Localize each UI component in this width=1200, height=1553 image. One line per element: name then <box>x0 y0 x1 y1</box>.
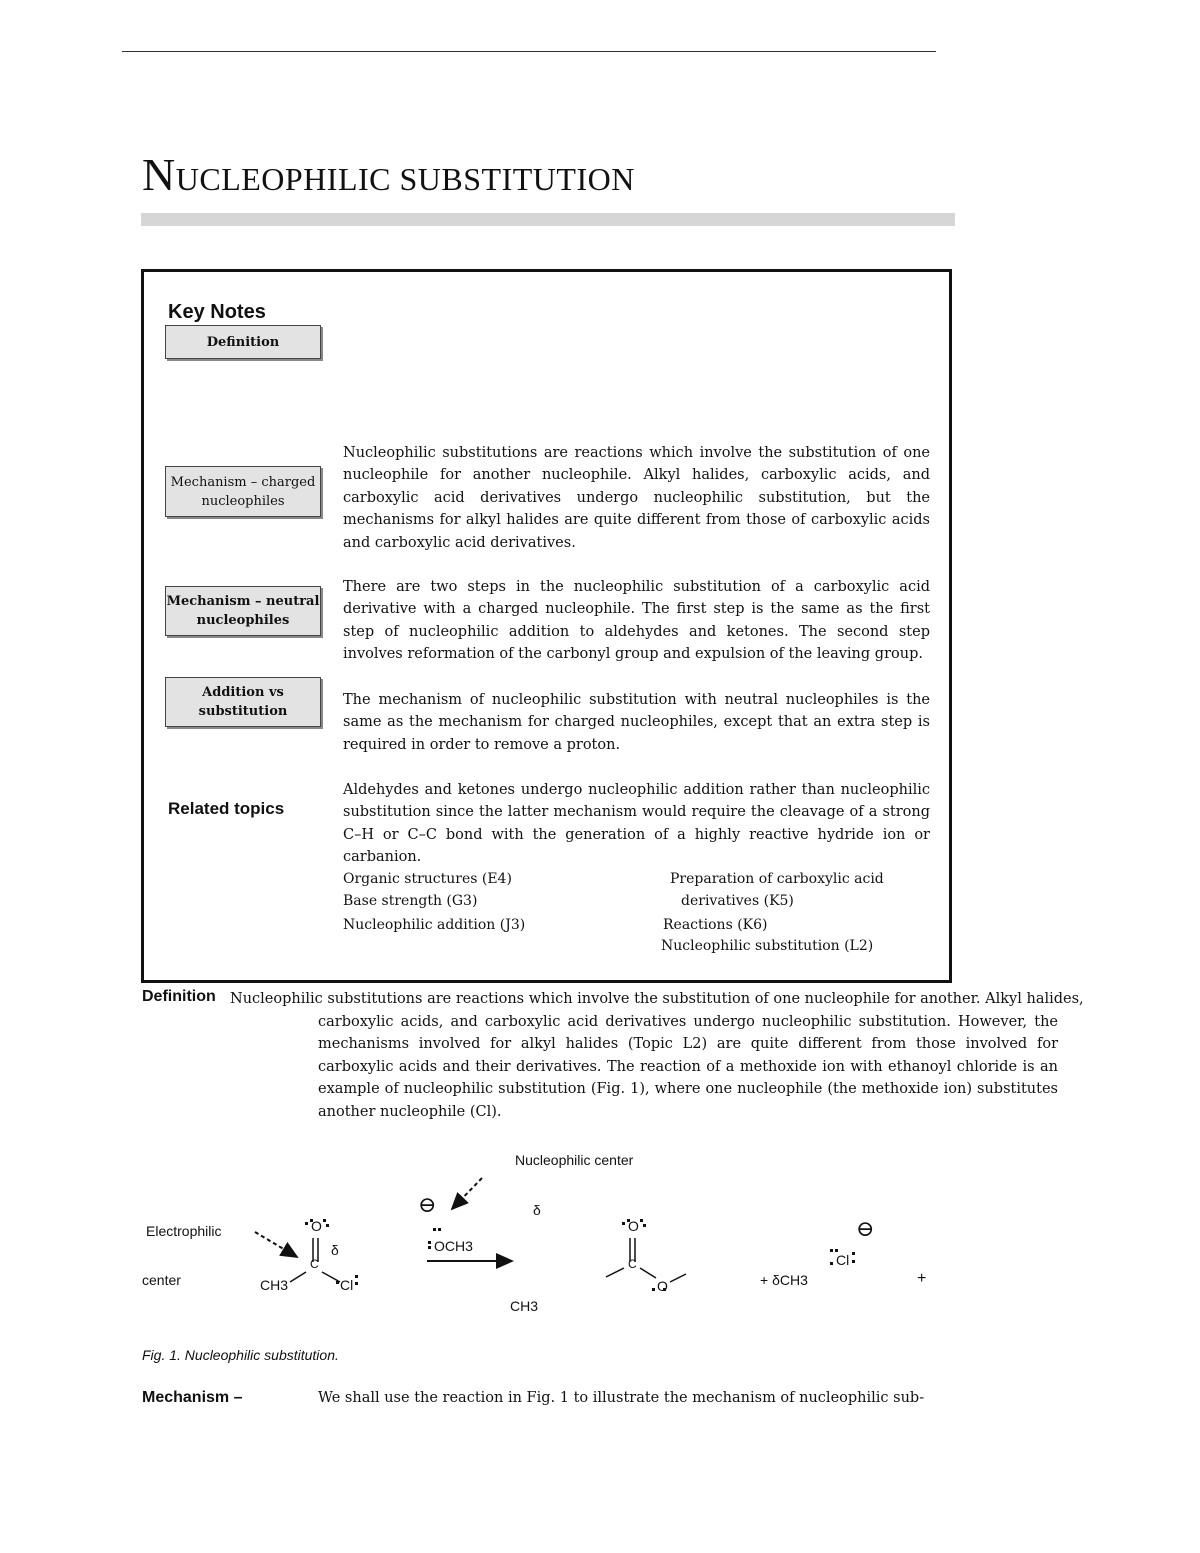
nucleophilic-center-label: Nucleophilic center <box>515 1152 634 1168</box>
title-rest: UCLEOPHILIC SUBSTITUTION <box>175 161 635 197</box>
related-topic-link[interactable]: Base strength (G3) <box>343 893 478 909</box>
keynote-neutral-text: The mechanism of nucleophilic substitution with neutral nucleophiles is the same as the mechanism for charged nucleophiles, except that an extra step is required in order to remove a proton. <box>343 692 930 753</box>
carbonyl-oxygen: O <box>628 1218 639 1234</box>
bond <box>322 1272 340 1282</box>
key-notes-heading: Key Notes <box>168 301 266 323</box>
bond <box>640 1268 656 1278</box>
methoxide-label: OCH3 <box>434 1238 473 1254</box>
methyl-group: CH3 <box>260 1277 289 1293</box>
top-rule <box>122 51 936 52</box>
related-topic-link[interactable]: derivatives (K5) <box>681 893 794 909</box>
carbon-atom: C <box>628 1257 637 1271</box>
related-topic-link[interactable]: Preparation of carboxylic acid <box>670 871 884 887</box>
carbon-atom: C <box>310 1257 319 1271</box>
plus-methyl-label: + δCH3 <box>760 1272 808 1288</box>
title-first-letter: N <box>142 149 176 200</box>
center-label: center <box>142 1272 181 1288</box>
keynote-charged-text: There are two steps in the nucleophilic substitution of a carboxylic acid derivative with a charged nucleophile. The first step is the same as the first step of nucleophilic addition to aldehydes and ketones. The second step involves reformation of the carbonyl group and expulsion of the leaving group. <box>343 579 930 663</box>
definition-heading: Definition <box>142 988 216 1005</box>
related-topic-link[interactable]: Reactions (K6) <box>663 917 768 933</box>
definition-body: carboxylic acids, and carboxylic acid derivatives undergo nucleophilic substitution. However, the mechanisms involved for alkyl halides (Topic L2) are quite different from those involved for carboxylic acids and their derivatives. The reaction of a methoxide ion with ethanoyl chloride is an example of nucleophilic substitution (Fig. 1), where one nucleophile (the methoxide ion) substitutes another nucleophile (Cl). <box>318 1014 1058 1120</box>
related-topic-link[interactable]: Nucleophilic addition (J3) <box>343 917 526 933</box>
related-topics-heading: Related topics <box>168 799 285 818</box>
related-topic-link[interactable]: Nucleophilic substitution (L2) <box>661 938 874 954</box>
title-underline-bar <box>141 213 955 226</box>
chlorine-atom: Cl <box>340 1277 354 1293</box>
methyl-group: CH3 <box>510 1298 539 1314</box>
mechanism-charged-button[interactable]: Mechanism – charged nucleophiles <box>165 466 321 517</box>
addition-vs-substitution-button[interactable]: Addition vs substitution <box>165 677 321 727</box>
bond <box>670 1274 686 1282</box>
related-topic-link[interactable]: Organic structures (E4) <box>343 871 512 887</box>
carbonyl-oxygen: O <box>311 1218 322 1234</box>
ether-oxygen: O <box>657 1278 668 1294</box>
definition-button[interactable]: Definition <box>165 325 321 359</box>
page-title <box>142 148 635 201</box>
electrophilic-label: Electrophilic <box>146 1223 222 1239</box>
delta-label: δ <box>533 1202 541 1218</box>
mechanism-text: We shall use the reaction in Fig. 1 to illustrate the mechanism of nucleophilic sub- <box>318 1390 925 1406</box>
mechanism-heading: Mechanism – <box>142 1389 243 1406</box>
mechanism-neutral-button[interactable]: Mechanism – neutral nucleophiles <box>165 586 321 636</box>
keynote-definition-text: Nucleophilic substitutions are reactions which involve the substitution of one nucleophile for another nucleophile. Alkyl halides, carboxylic acids, and carboxylic acid derivatives undergo nucleophilic substitution, but the mechanisms for alkyl halides are quite different from those of carboxylic acids and carboxylic acid derivatives. <box>343 445 930 551</box>
reaction-diagram <box>0 1140 1200 1340</box>
figure-caption: Fig. 1. Nucleophilic substitution. <box>142 1347 339 1363</box>
definition-first-line: Nucleophilic substitutions are reactions which involve the substitution of one nucleophile for another. Alkyl halides, <box>230 991 1084 1007</box>
delta-label: δ <box>331 1242 339 1258</box>
keynote-addition-text: Aldehydes and ketones undergo nucleophilic addition rather than nucleophilic substitution since the latter mechanism would require the cleavage of a strong C–H or C–C bond with the generation of a highly reactive hydride ion or carbanion. <box>343 782 930 866</box>
plus-sign: + <box>917 1270 927 1287</box>
electrophilic-arrow <box>255 1232 297 1257</box>
bond <box>606 1268 624 1277</box>
nucleophilic-arrow <box>452 1178 482 1209</box>
negative-charge-icon: ⊖ <box>418 1193 437 1218</box>
bond <box>290 1272 306 1282</box>
chloride-ion: Cl <box>836 1252 850 1268</box>
negative-charge-icon: ⊖ <box>856 1217 875 1242</box>
